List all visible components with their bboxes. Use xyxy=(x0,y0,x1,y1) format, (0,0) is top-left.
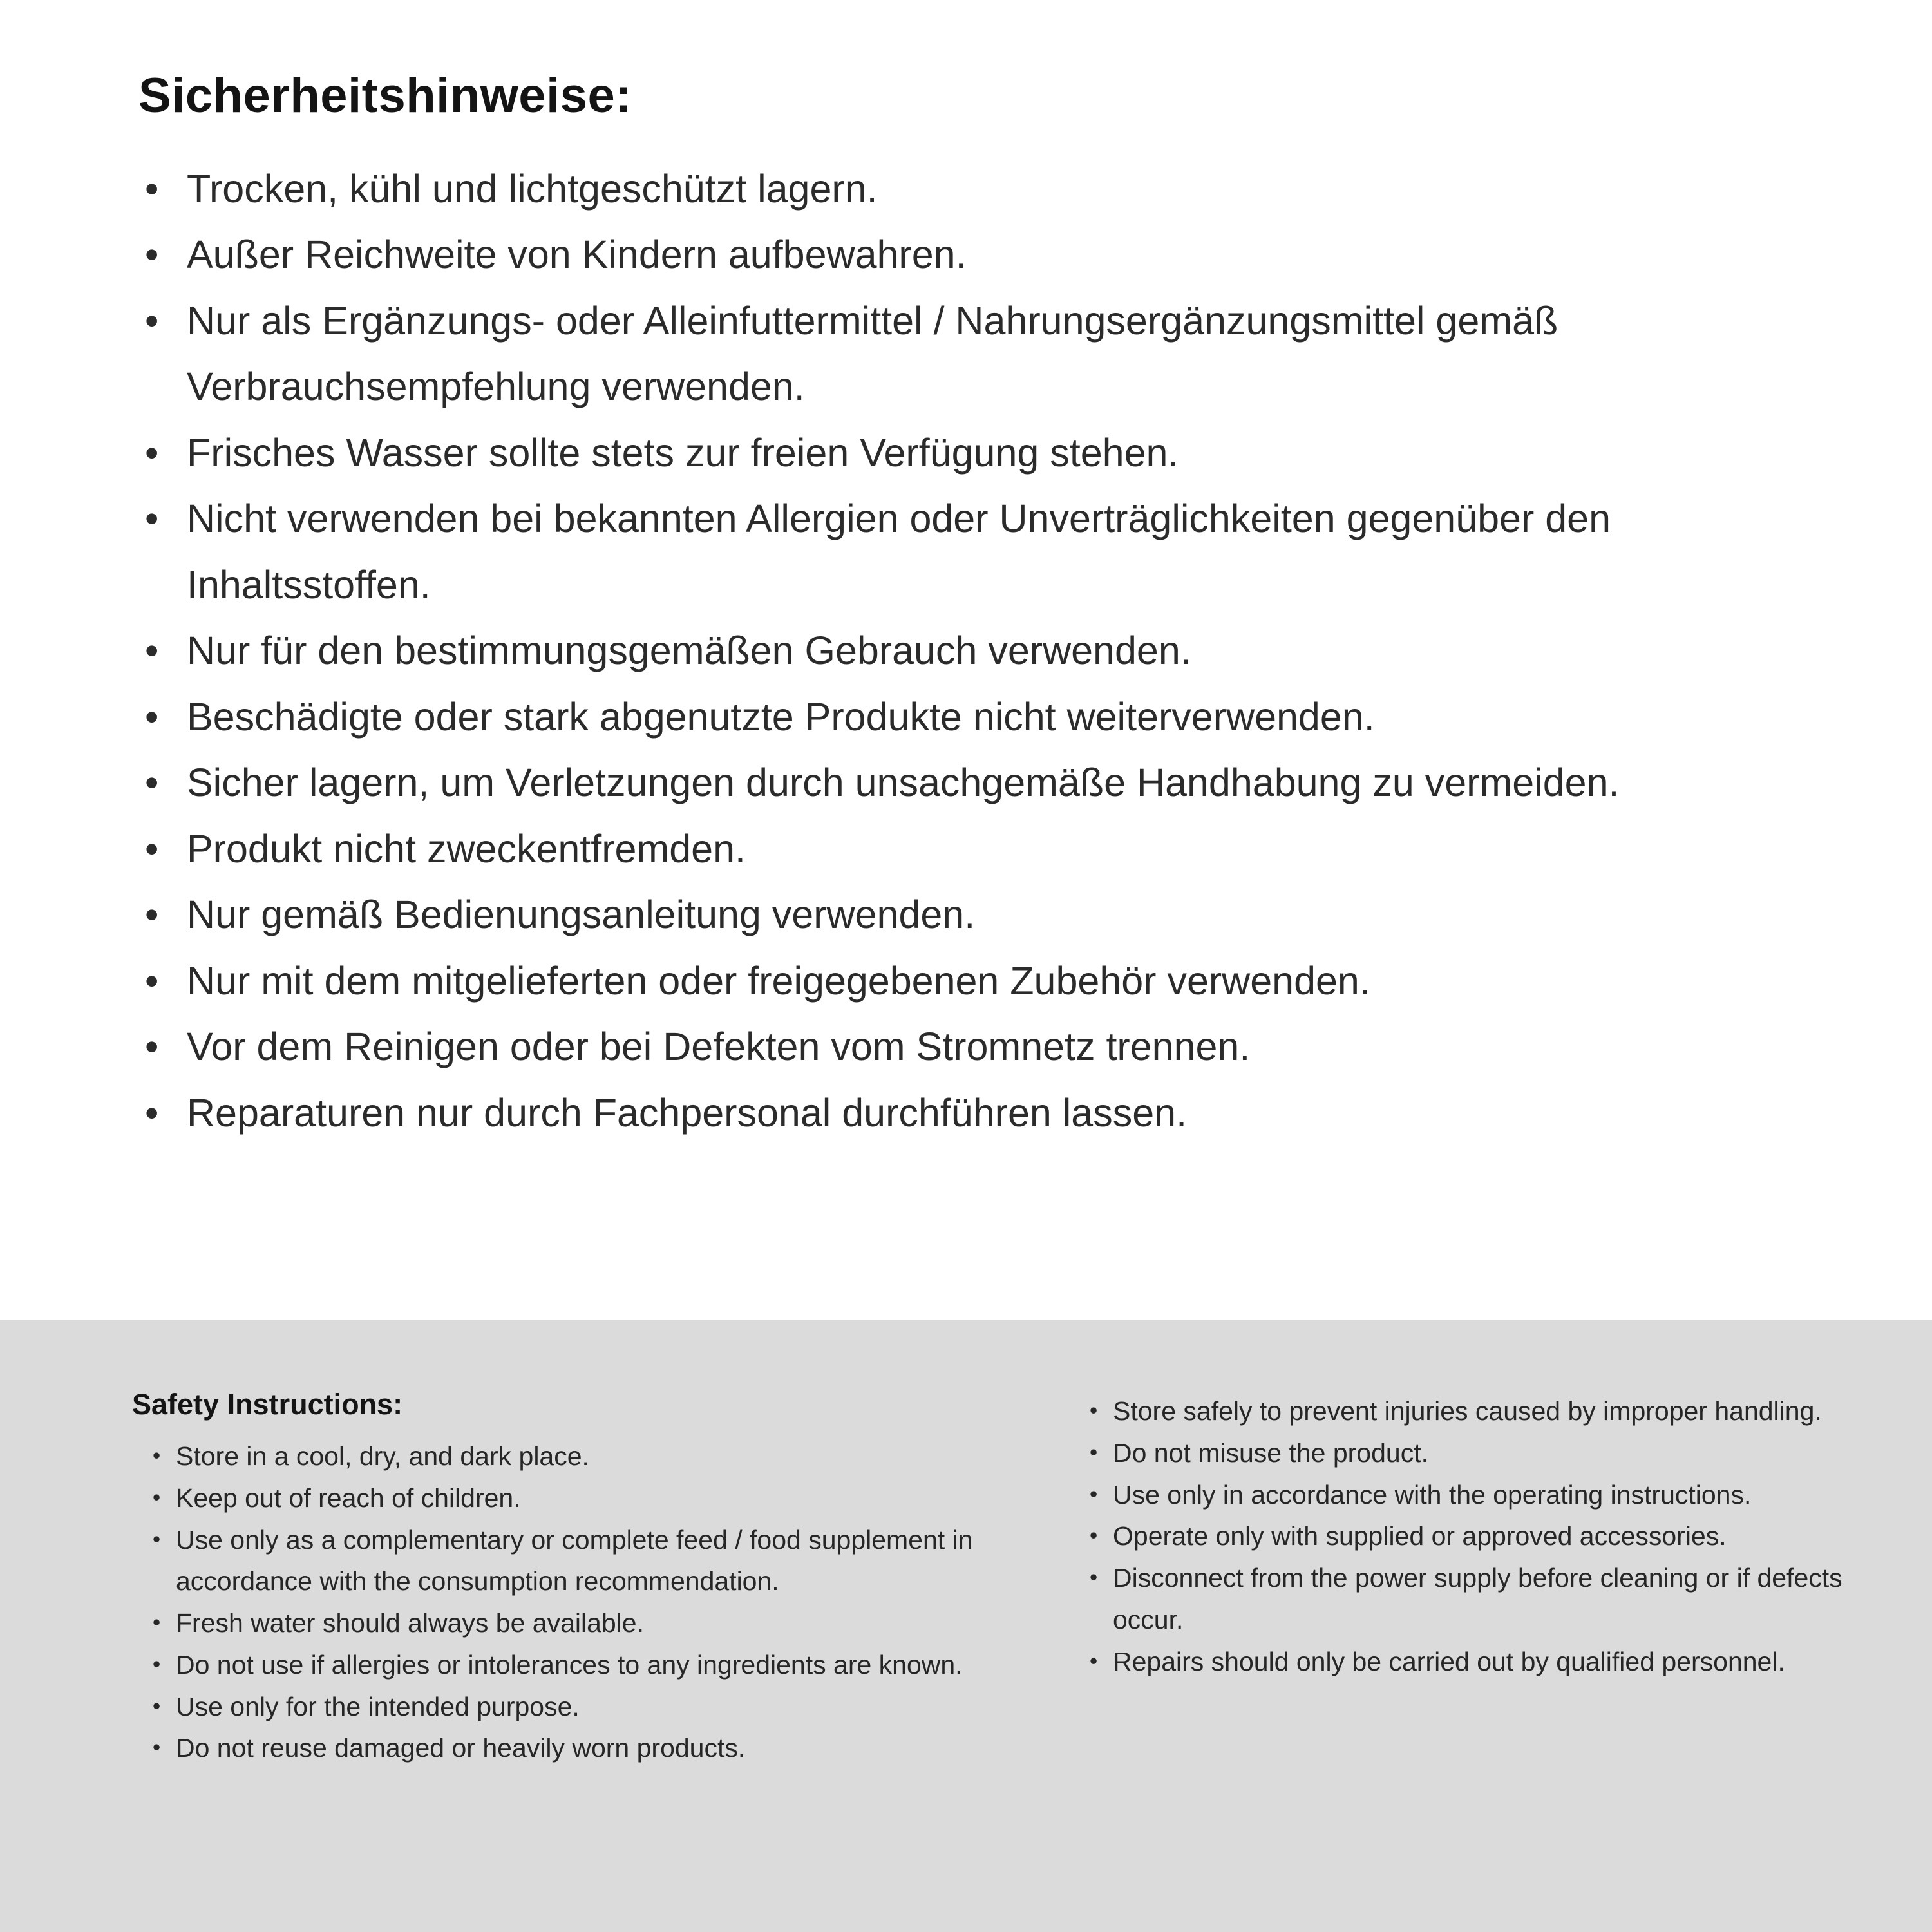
english-safety-list-item: • Do not use if allergies or intolerances to any ingredients are known. xyxy=(145,1644,1034,1686)
english-section-title: Safety Instructions: xyxy=(132,1388,403,1421)
english-safety-list-item: • Disconnect from the power supply before cleaning or if defects occur. xyxy=(1082,1557,1861,1641)
english-safety-list-item: • Fresh water should always be available. xyxy=(145,1602,1034,1644)
german-safety-list-item: • Nur gemäß Bedienungsanleitung verwenden. xyxy=(138,882,1855,947)
english-safety-section xyxy=(0,1320,1932,1932)
german-section-title: Sicherheitshinweise: xyxy=(138,68,632,123)
german-safety-list-item: • Nur für den bestimmungsgemäßen Gebrauch verwenden. xyxy=(138,618,1855,683)
german-safety-list-item: • Reparaturen nur durch Fachpersonal durchführen lassen. xyxy=(138,1080,1855,1146)
english-safety-list-item: • Store in a cool, dry, and dark place. xyxy=(145,1435,1034,1477)
english-safety-list-item: • Use only for the intended purpose. xyxy=(145,1686,1034,1728)
german-safety-list-item: • Beschädigte oder stark abgenutzte Produkte nicht weiterverwenden. xyxy=(138,684,1855,750)
english-safety-list-left xyxy=(145,1435,1034,1769)
german-safety-list-item: • Außer Reichweite von Kindern aufbewahren. xyxy=(138,222,1855,287)
german-safety-list-item: • Nicht verwenden bei bekannten Allergien oder Unverträglichkeiten gegenüber den Inhaltsstoffen. xyxy=(138,486,1855,618)
german-safety-list-item: • Trocken, kühl und lichtgeschützt lagern. xyxy=(138,156,1855,222)
english-safety-list-item: • Do not reuse damaged or heavily worn products. xyxy=(145,1727,1034,1769)
german-safety-list-item: • Frisches Wasser sollte stets zur freien Verfügung stehen. xyxy=(138,420,1855,486)
english-safety-list-item: • Use only as a complementary or complete feed / food supplement in accordance with the consumption recommendation. xyxy=(145,1519,1034,1603)
german-safety-list-item: • Nur als Ergänzungs- oder Alleinfuttermittel / Nahrungsergänzungsmittel gemäß Verbrauchsempfehlung verwenden. xyxy=(138,288,1855,420)
german-safety-list-item: • Nur mit dem mitgelieferten oder freigegebenen Zubehör verwenden. xyxy=(138,948,1855,1014)
german-safety-list-item: • Vor dem Reinigen oder bei Defekten vom Stromnetz trennen. xyxy=(138,1014,1855,1079)
english-safety-list-item: • Do not misuse the product. xyxy=(1082,1432,1861,1474)
english-safety-list-right xyxy=(1082,1390,1861,1682)
english-left-column xyxy=(132,1388,1034,1769)
german-safety-list-item: • Sicher lagern, um Verletzungen durch unsachgemäße Handhabung zu vermeiden. xyxy=(138,750,1855,815)
english-safety-list-item: • Store safely to prevent injuries caused by improper handling. xyxy=(1082,1390,1861,1432)
german-safety-list xyxy=(138,156,1855,1146)
english-right-column xyxy=(1082,1388,1861,1682)
english-safety-list-item: • Use only in accordance with the operating instructions. xyxy=(1082,1474,1861,1516)
english-safety-list-item: • Keep out of reach of children. xyxy=(145,1477,1034,1519)
english-safety-list-item: • Repairs should only be carried out by qualified personnel. xyxy=(1082,1641,1861,1683)
german-safety-list-item: • Produkt nicht zweckentfremden. xyxy=(138,816,1855,882)
english-safety-list-item: • Operate only with supplied or approved accessories. xyxy=(1082,1515,1861,1557)
